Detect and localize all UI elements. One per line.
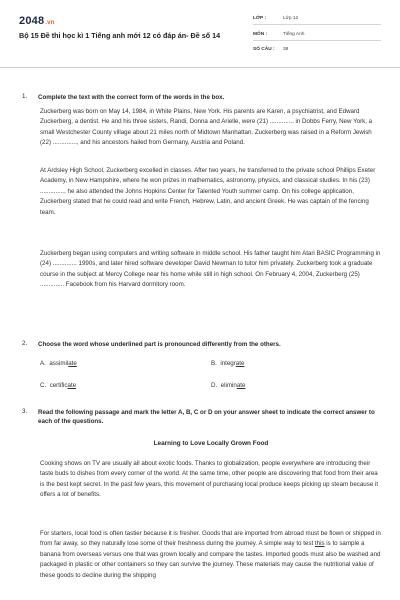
document-title: Bộ 15 Đề thi học kì 1 Tiếng anh mới 12 có đáp án- Đề số 14	[19, 31, 221, 40]
paragraph	[40, 529, 382, 581]
option-letter: A.	[40, 360, 46, 367]
option-a[interactable]	[40, 360, 77, 367]
option-letter: C.	[40, 382, 47, 389]
paragraph-text: For starters, local food is often tastier because it is fresher. Goods that are imported from abroad must be flown or shipped in from far away, so they naturally lose some of their freshness during the journey. A simple way to test	[40, 530, 381, 548]
site-logo[interactable]	[19, 15, 55, 27]
question-number: 1.	[22, 93, 28, 100]
logo-tld: .vn	[45, 20, 55, 26]
meta-key: SỐ CÂU :	[253, 47, 275, 52]
meta-subject	[253, 32, 304, 37]
option-letter: B.	[211, 360, 217, 367]
underlined-part: ate	[236, 382, 246, 389]
paragraph: Cooking shows on TV are usually all about exotic foods. Thanks to globalization, people everywhere are introducing their taste buds to dishes from every corner of the world. At the same time, other people are discovering that food from their area is the best kept secret. In the past few years, this movement of purchasing local produce keeps picking up steam because it offers a lot of benefits.	[40, 460, 379, 499]
meta-key: MÔN :	[253, 32, 268, 37]
question-title: Choose the word whose underlined part is pronounced differently from the others.	[38, 341, 281, 348]
meta-class	[253, 16, 298, 21]
header-divider	[0, 67, 400, 68]
underlined-part: ate	[67, 382, 77, 389]
meta-value: Lớp 12	[283, 16, 299, 21]
passage-title: Learning to Love Locally Grown Food	[153, 440, 269, 447]
meta-divider	[253, 24, 381, 25]
underlined-word: this	[314, 540, 325, 548]
meta-count	[253, 47, 288, 52]
page-header	[0, 0, 400, 66]
underlined-part: ate	[68, 360, 77, 367]
option-d[interactable]	[211, 382, 245, 389]
paragraph-text: is to sample a banana from overseas versus one that was grown locally and compare the tastes. Imported goods must also be washed and packaged in plastic or other containers so they can survive the journey. These materials may cause the nutritional value of these goods to decline during the shipping	[40, 540, 381, 579]
paragraph: Zuckerberg began using computers and writing software in middle school. His father taught him Atari BASIC Programming in (24) .............. 1990s, and later hired software developer David Newman to tutor him privately. Zuckerberg took a graduate course in the subject at Mercy College near his home while still in high school. On February 4, 2004, Zuckerberg (25) .............. Facebook from his Harvard dormitory room.	[40, 250, 381, 289]
underlined-part: ate	[235, 360, 245, 367]
paragraph: At Ardsley High School, Zuckerberg excelled in classes. After two years, he transferred to the private school Phillips Exeter Academy, in New Hampshire, where he won prizes in mathematics, astronomy, physics, and classical studies. In his (23) .............., he also attended the Johns Hopkins Center for Talented Youth summer camp. On his college application, Zuckerberg stated that he could read and write French, Hebrew, Latin, and ancient Greek. He was captain of the fencing team.	[40, 167, 376, 216]
question-title: Complete the text with the correct form of the words in the box.	[38, 94, 225, 101]
option-word-stem: certific	[49, 382, 68, 389]
question-title: Read the following passage and mark the letter A, B, C or D on your answer sheet to indicate the correct answer to each of the questions.	[38, 409, 375, 425]
meta-value: 38	[283, 47, 289, 52]
option-word-stem: integr	[220, 360, 236, 367]
option-c[interactable]	[40, 382, 76, 389]
option-b[interactable]	[211, 360, 244, 367]
meta-divider	[253, 40, 381, 41]
paragraph: Zuckerberg was born on May 14, 1984, in White Plains, New York. His parents are Karen, a psychiatrist, and Edward Zuckerberg, a dentist. He and his three sisters, Randi, Donna and Arielle, were (21) .............. in Dobbs Ferry, New York, a small Westchester County village about 21 miles north of Midtown Manhattan. Zuckerberg was raised in a Reform Jewish (22) .............., and his ancestors hailed from Germany, Austria and Poland.	[40, 108, 373, 147]
option-word-stem: elimin	[220, 382, 237, 389]
question-number: 2.	[22, 340, 28, 347]
option-letter: D.	[211, 382, 218, 389]
option-word-stem: assimil	[49, 360, 69, 367]
logo-main: 2048	[19, 15, 45, 27]
meta-value: Tiếng Anh	[283, 32, 305, 37]
meta-key: LỚP :	[253, 16, 267, 21]
question-number: 3.	[22, 408, 28, 415]
